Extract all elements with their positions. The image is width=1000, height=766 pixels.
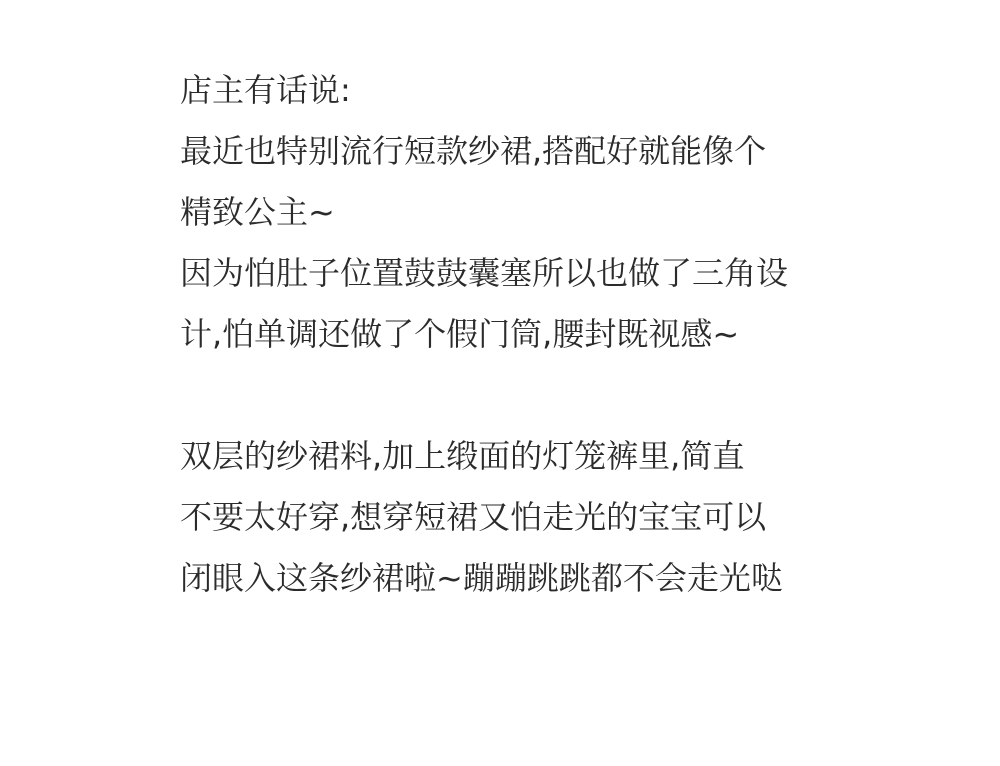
- note-line: 不要太好穿,想穿短裙又怕走光的宝宝可以: [180, 498, 767, 536]
- note-line: 最近也特别流行短款纱裙,搭配好就能像个: [180, 132, 767, 170]
- paragraph-spacer: [180, 365, 840, 426]
- note-line: 双层的纱裙料,加上缎面的灯笼裤里,简直: [180, 437, 745, 475]
- shop-owner-note: [180, 60, 840, 609]
- note-line: 因为怕肚子位置鼓鼓囊塞所以也做了三角设: [180, 254, 789, 292]
- note-heading: 店主有话说:: [180, 71, 351, 109]
- note-line: 闭眼入这条纱裙啦~蹦蹦跳跳都不会走光哒: [180, 559, 783, 597]
- note-line: 计,怕单调还做了个假门筒,腰封既视感~: [180, 315, 740, 353]
- note-line: 精致公主~: [180, 193, 335, 231]
